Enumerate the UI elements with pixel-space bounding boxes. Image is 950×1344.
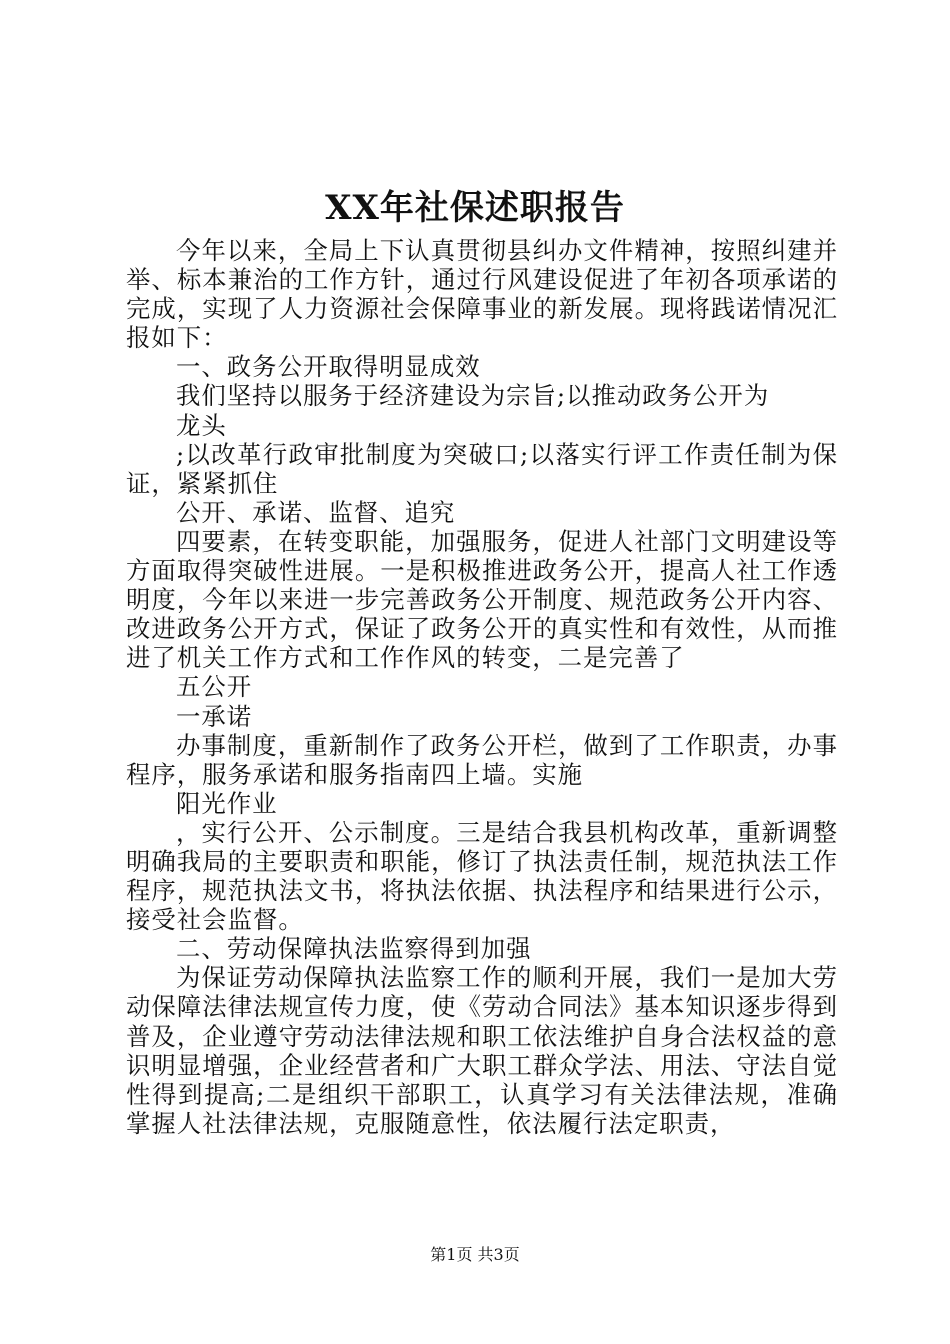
text-line: 一承诺 [176,701,253,731]
document-body [126,236,838,1138]
paragraph: ;以改革行政审批制度为突破口;以落实行评工作责任制为保证，紧紧抓住 [126,439,838,498]
document-title: XX年社保述职报告 [325,188,625,228]
text-line: 一、政务公开取得明显成效 [176,352,481,382]
text-line: 五公开 [176,672,253,702]
page-footer: 第1页 共3页 [430,1245,520,1264]
text-line: 我们坚持以服务于经济建设为宗旨;以推动政务公开为 [176,381,770,411]
paragraph: 四要素，在转变职能，加强服务，促进人社部门文明建设等方面取得突破性进展。一是积极推进政务公开，提高人社工作透明度，今年以来进一步完善政务公开制度、规范政务公开内容、改进政务公开方式，保证了政务公开的真实性和有效性，从而推进了机关工作方式和工作作风的转变，二是完善了 [126,526,838,673]
paragraph: ，实行公开、公示制度。三是结合我县机构改革，重新调整明确我局的主要职责和职能，修订了执法责任制，规范执法工作程序，规范执法文书，将执法依据、执法程序和结果进行公示，接受社会监督。 [126,817,838,935]
text-line: 二、劳动保障执法监察得到加强 [176,934,532,964]
text-line: 阳光作业 [176,788,278,818]
text-line: 公开、承诺、监督、追究 [176,497,456,527]
paragraph: 办事制度，重新制作了政务公开栏，做到了工作职责，办事程序，服务承诺和服务指南四上墙。实施 [126,730,838,789]
text-line: 龙头 [176,410,227,440]
paragraph: 今年以来，全局上下认真贯彻县纠办文件精神，按照纠建并举、标本兼治的工作方针，通过行风建设促进了年初各项承诺的完成，实现了人力资源社会保障事业的新发展。现将践诺情况汇报如下： [126,236,838,353]
paragraph: 为保证劳动保障执法监察工作的顺利开展，我们一是加大劳动保障法律法规宣传力度，使《劳动合同法》基本知识逐步得到普及，企业遵守劳动法律法规和职工依法维护自身合法权益的意识明显增强，企业经营者和广大职工群众学法、用法、守法自觉性得到提高;二是组织干部职工，认真学习有关法律法规，准确掌握人社法律法规，克服随意性，依法履行法定职责， [126,963,838,1138]
